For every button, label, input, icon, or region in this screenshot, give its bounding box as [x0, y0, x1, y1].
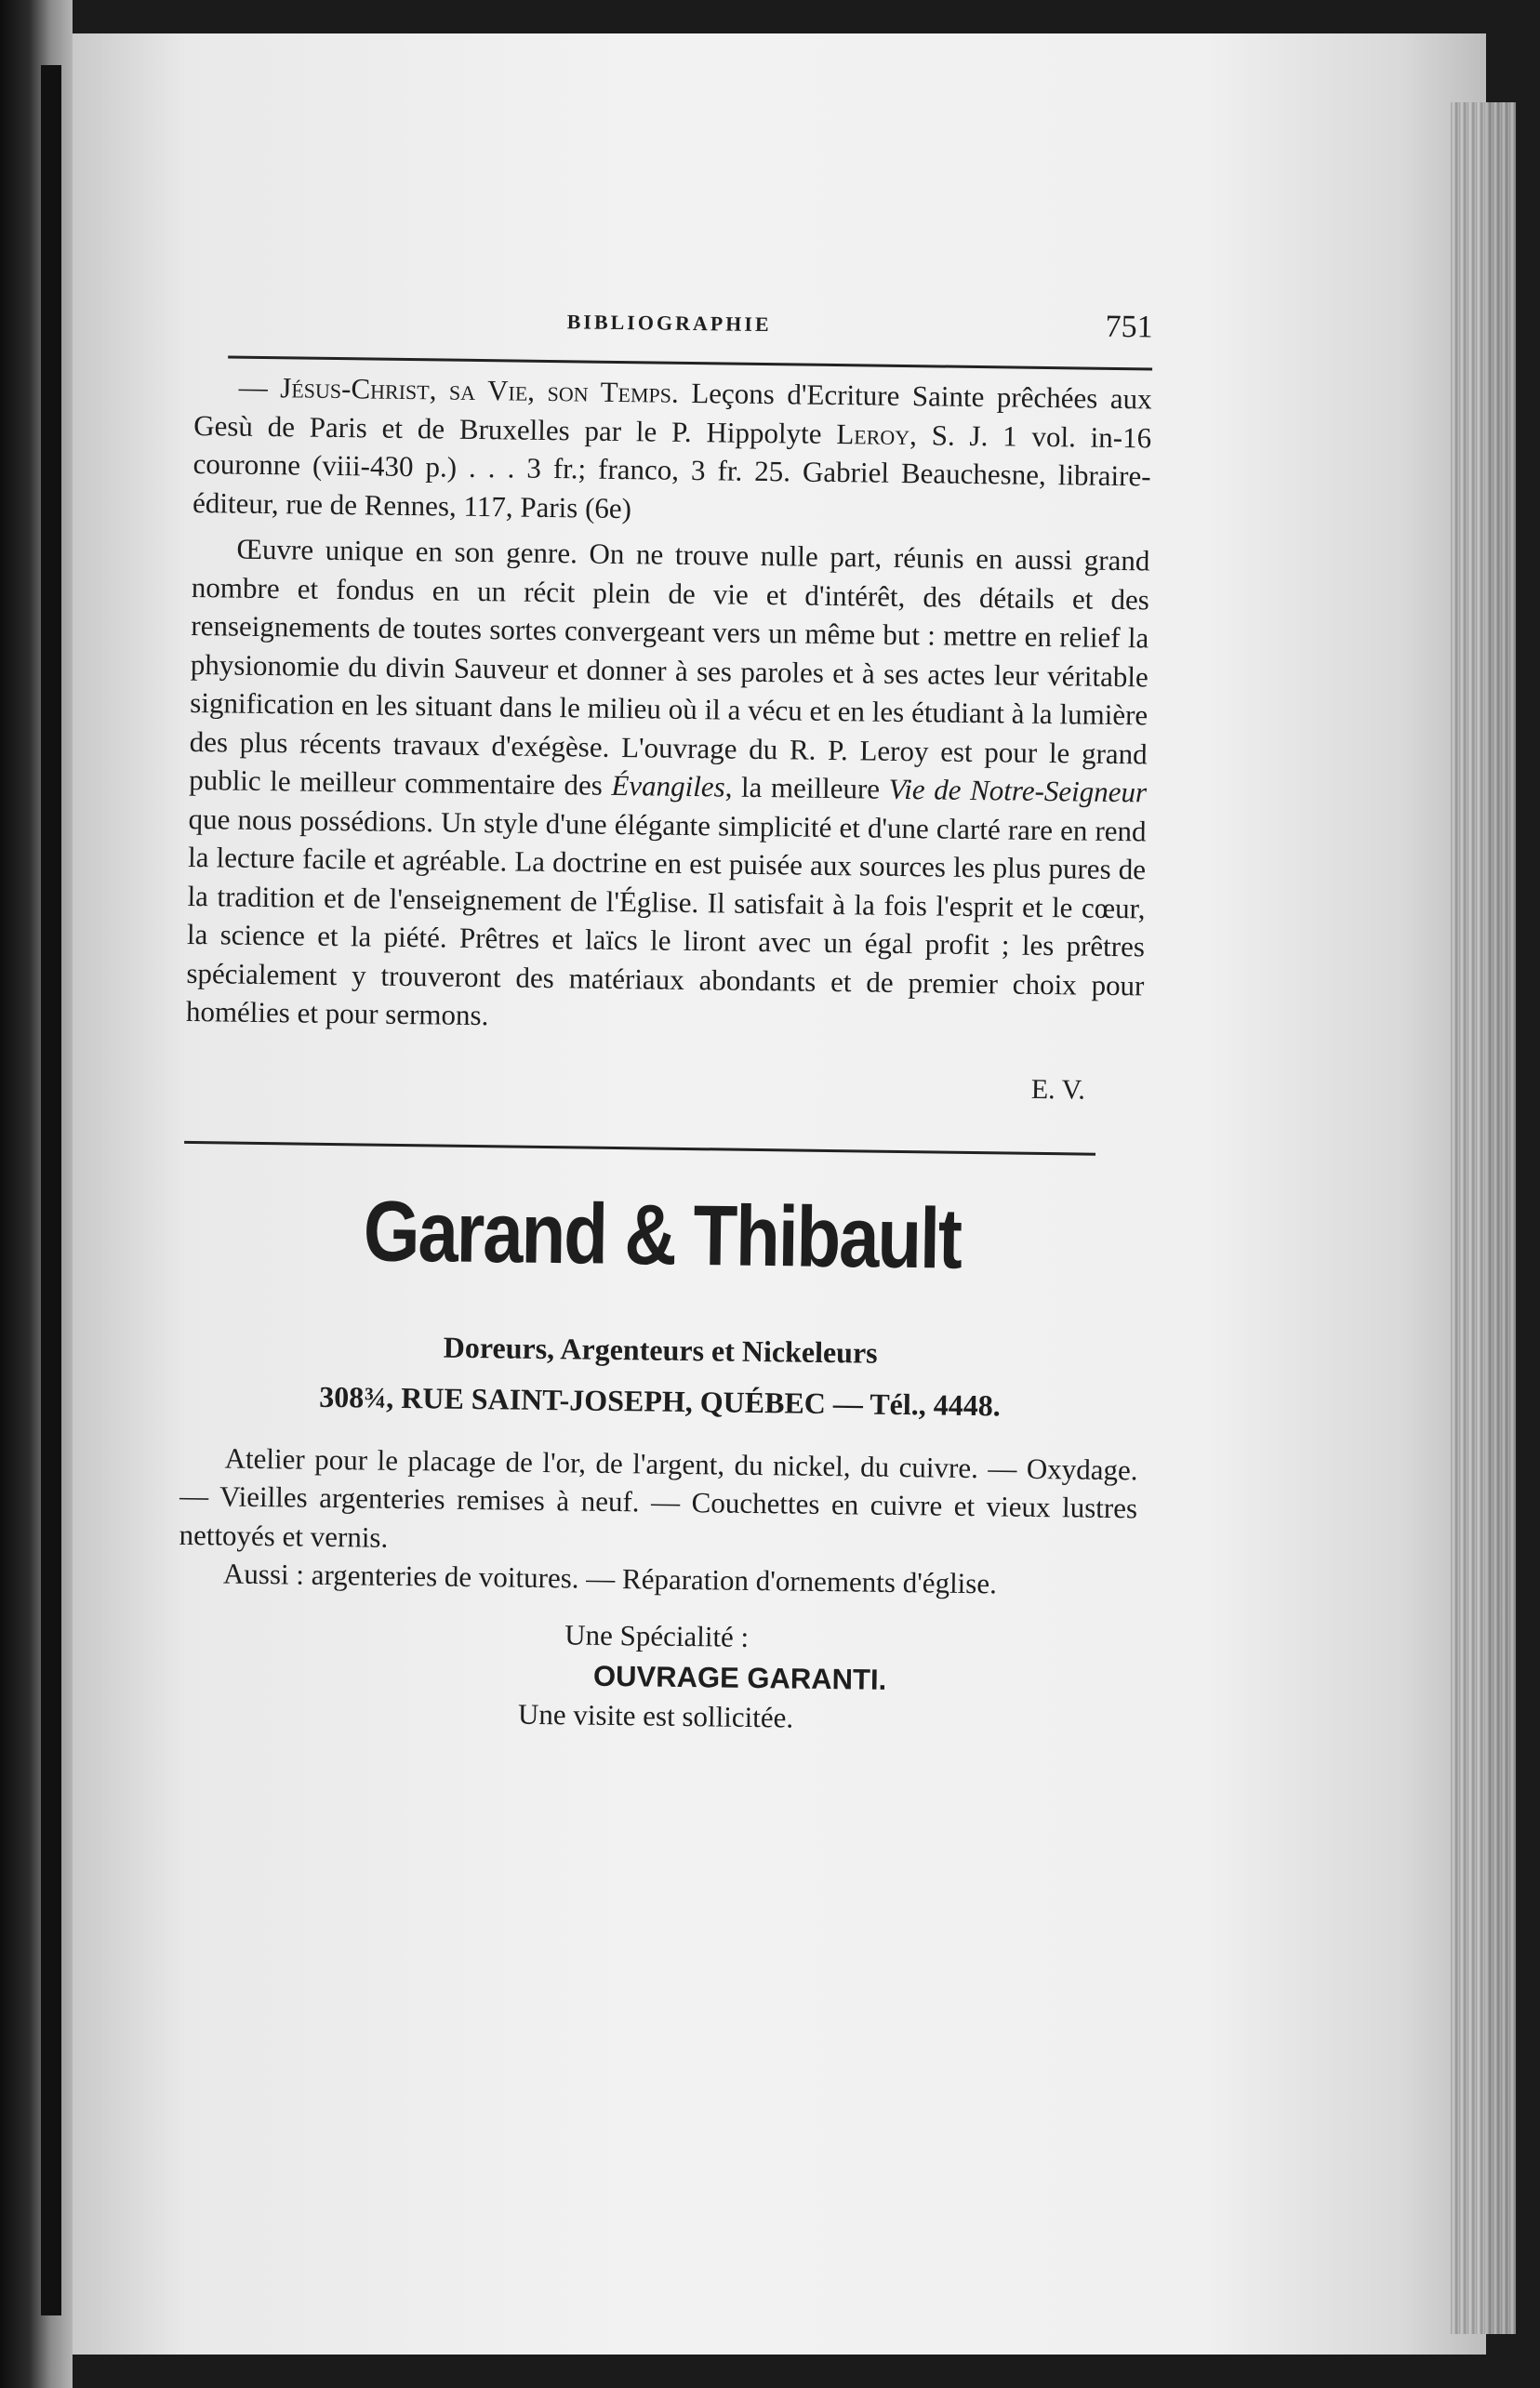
book-spine [0, 0, 73, 2388]
advert-guarantee: OUVRAGE GARANTI. [592, 1659, 887, 1696]
page-content [177, 298, 1153, 1739]
advert-visit-line: Une visite est sollicitée. [517, 1697, 794, 1734]
advert-specialty-label: Une Spécialité : [564, 1617, 750, 1653]
advert-paragraph-2: Aussi : argenteries de voitures. — Réparation d'ornements d'église. [222, 1557, 998, 1600]
advert-trade: Doreurs, Argenteurs et Nickeleurs [443, 1330, 878, 1370]
gutter-shadow [41, 65, 61, 2315]
page-number: 751 [1105, 309, 1153, 345]
review-paragraph: Œuvre unique en son genre. On ne trouve nulle part, réunis en aussi grand nombre et fondus en un récit plein de vie et d'intérêt, des détails et des renseignements de toutes sortes convergeant vers un même but : mettre en relief la physionomie du divin Sauveur et donner à ses paroles et à ses actes leur véritable signification en les situant dans le milieu où il a vécu et en les étudiant à la lumière des plus récents travaux d'exégèse. L'ouvrage du R. P. Leroy est pour le grand public le meilleur commentaire des Évangiles, la meilleure Vie de Notre-Seigneur que nous possédions. Un style d'une élégante simplicité et d'une clarté rare en rend la lecture facile et agréable. La doctrine en est puisée aux sources les plus pures de la tradition et de l'enseignement de l'Église. Il satisfait à la fois l'esprit et le cœur, la science et la piété. Prêtres et laïcs le liront avec un égal profit ; les prêtres spécialement y trouveront des matériaux abondants et de premier choix pour homélies et pour sermons. [185, 532, 1150, 1032]
running-title: BIBLIOGRAPHIE [566, 310, 772, 337]
book-entry-title: — Jésus-Christ, sa Vie, son Temps. Leçons d'Ecriture Sainte prêchées aux Gesù de Paris et de Bruxelles par le P. Hippolyte Leroy, S. J. 1 vol. in-16 couronne (viii-430 p.) . . . 3 fr.; franco, 3 fr. 25. Gabriel Beauchesne, libraire-éditeur, rue de Rennes, 117, Paris (6e) [192, 370, 1152, 524]
section-rule [184, 1140, 1095, 1155]
running-head [194, 298, 1153, 364]
advert-paragraph-1: Atelier pour le placage de l'or, de l'argent, du nickel, du cuivre. — Oxydage. — Vieilles argenteries remises à neuf. — Couchettes en cuivre et vieux lustres nettoyés et vernis. [179, 1441, 1138, 1554]
advert-address: 308¾, RUE SAINT-JOSEPH, QUÉBEC — Tél., 4448. [319, 1379, 1002, 1422]
author-name: Leroy [836, 417, 910, 451]
review-signature: E. V. [1030, 1073, 1086, 1106]
book-title: Jésus-Christ, sa Vie, son Temps [280, 371, 672, 409]
page-edges [1451, 102, 1516, 2334]
advert-body [179, 1438, 1138, 1604]
advert-company-name: Garand & Thibault [363, 1181, 962, 1287]
